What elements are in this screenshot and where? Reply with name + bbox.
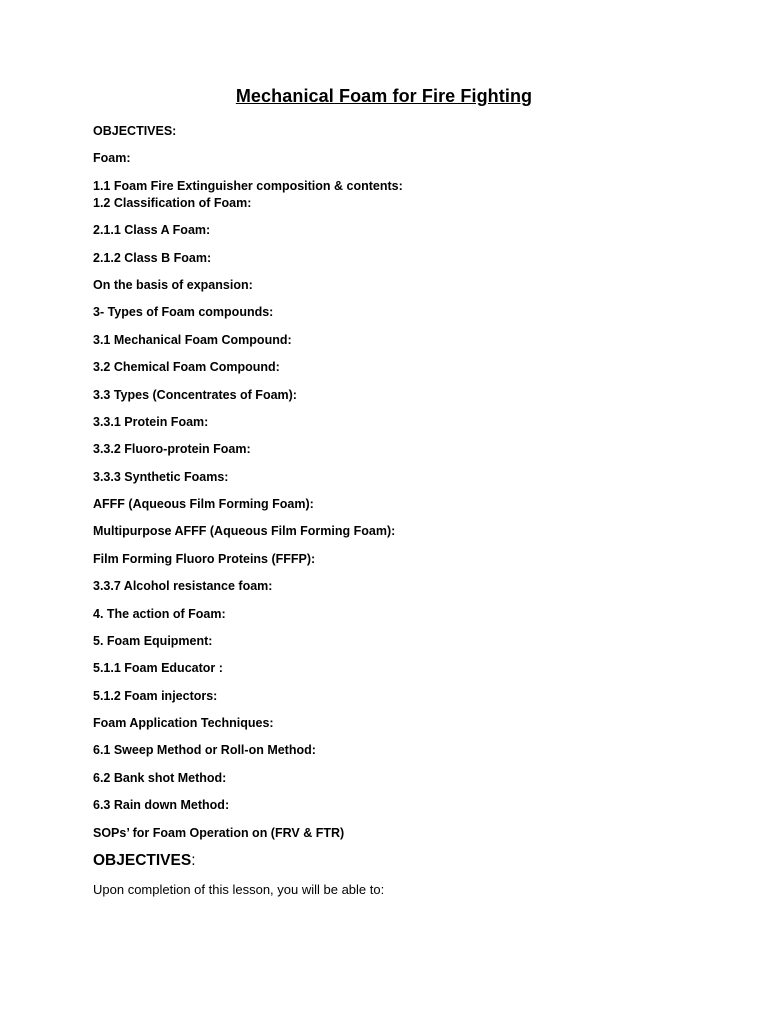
toc-item: Multipurpose AFFF (Aqueous Film Forming Foam): bbox=[93, 524, 396, 538]
toc-item: On the basis of expansion: bbox=[93, 278, 253, 292]
toc-item: 6.1 Sweep Method or Roll-on Method: bbox=[93, 743, 316, 757]
toc-item: Foam: bbox=[93, 151, 131, 165]
toc-item: 2.1.2 Class B Foam: bbox=[93, 251, 212, 265]
section-heading-text: OBJECTIVES bbox=[93, 852, 192, 869]
toc-item: 5.1.2 Foam injectors: bbox=[93, 689, 218, 703]
toc-item: 3.3.7 Alcohol resistance foam: bbox=[93, 579, 273, 593]
toc-item: 4. The action of Foam: bbox=[93, 607, 226, 621]
toc-item: 6.3 Rain down Method: bbox=[93, 798, 230, 812]
toc-item: 3.1 Mechanical Foam Compound: bbox=[93, 333, 292, 347]
toc-item: 2.1.1 Class A Foam: bbox=[93, 223, 211, 237]
toc-item: 1.1 Foam Fire Extinguisher composition & contents: bbox=[93, 179, 403, 193]
document-title: Mechanical Foam for Fire Fighting bbox=[235, 86, 533, 106]
toc-item: OBJECTIVES: bbox=[93, 124, 177, 138]
toc-item: 3- Types of Foam compounds: bbox=[93, 305, 274, 319]
toc-item: 3.3.1 Protein Foam: bbox=[93, 415, 209, 429]
section-heading-colon: : bbox=[191, 852, 196, 869]
toc-item: 3.3 Types (Concentrates of Foam): bbox=[93, 388, 297, 402]
toc-item: 5. Foam Equipment: bbox=[93, 634, 213, 648]
toc-item: AFFF (Aqueous Film Forming Foam): bbox=[93, 497, 314, 511]
toc-item: 1.2 Classification of Foam: bbox=[93, 196, 252, 210]
toc-item: 5.1.1 Foam Educator : bbox=[93, 661, 223, 675]
toc-item: 3.3.3 Synthetic Foams: bbox=[93, 470, 229, 484]
toc-item: 3.3.2 Fluoro-protein Foam: bbox=[93, 442, 251, 456]
toc-item: 3.2 Chemical Foam Compound: bbox=[93, 360, 280, 374]
toc-item: SOPs’ for Foam Operation on (FRV & FTR) bbox=[93, 826, 345, 840]
toc-item: 6.2 Bank shot Method: bbox=[93, 771, 227, 785]
toc-item: Foam Application Techniques: bbox=[93, 716, 274, 730]
section-heading bbox=[93, 852, 196, 870]
section-intro: Upon completion of this lesson, you will be able to: bbox=[93, 882, 385, 897]
toc-item: Film Forming Fluoro Proteins (FFFP): bbox=[93, 552, 316, 566]
